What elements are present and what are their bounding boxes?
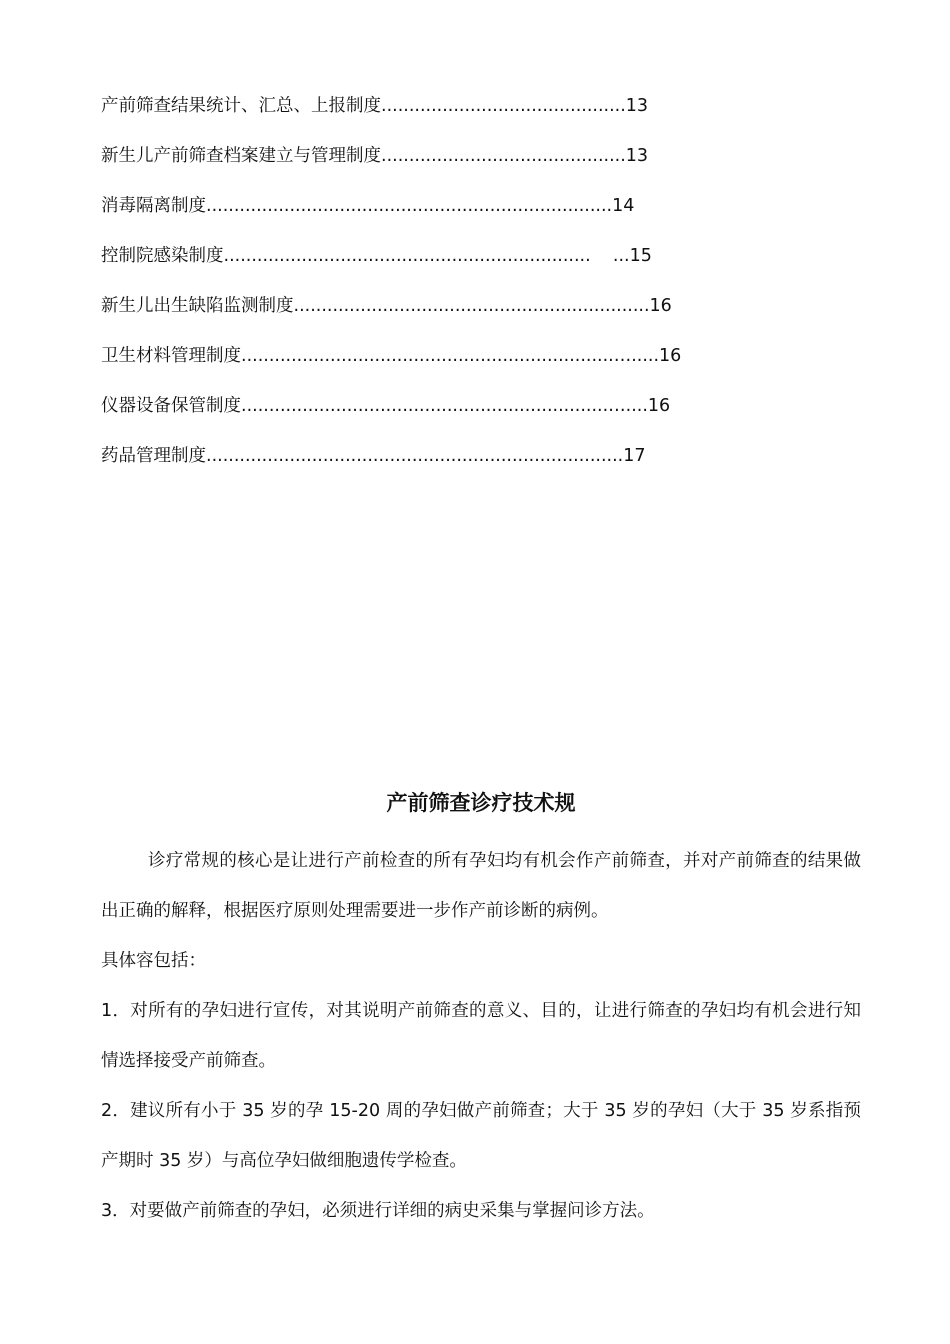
toc-entry-label: 新生儿出生缺陷监测制度 bbox=[101, 296, 294, 316]
toc-entry-page: 13 bbox=[625, 96, 649, 116]
body-paragraph: 3．对要做产前筛查的孕妇，必须进行详细的病史采集与掌握问诊方法。 bbox=[101, 1201, 655, 1221]
body-paragraph: 诊疗常规的核心是让进行产前检查的所有孕妇均有机会作产前筛查，并对产前筛查的结果做出正确的解释，根据医疗原则处理需要进一步作产前诊断的病例。 bbox=[101, 851, 861, 921]
toc-entry-label: 药品管理制度 bbox=[101, 446, 206, 466]
table-of-contents bbox=[101, 92, 741, 492]
toc-entry-label: 控制院感染制度 bbox=[101, 246, 224, 266]
toc-entry-label: 消毒隔离制度 bbox=[101, 196, 206, 216]
body-paragraph: 2．建议所有小于 35 岁的孕 15-20 周的孕妇做产前筛查；大于 35 岁的孕妇（大于 35 岁系指预产期时 35 岁）与高位孕妇做细胞遗传学检查。 bbox=[101, 1101, 861, 1171]
toc-entry-page: 16 bbox=[647, 396, 671, 416]
toc-entry[interactable] bbox=[101, 242, 741, 292]
toc-entry-dots: ........................................................................... bbox=[206, 446, 624, 466]
toc-entry-dots: .................................................................. ... bbox=[223, 246, 630, 266]
toc-entry-label: 仪器设备保管制度 bbox=[101, 396, 241, 416]
toc-entry-page: 15 bbox=[629, 246, 652, 266]
toc-entry-dots: ............................................ bbox=[381, 96, 626, 116]
document-title: 产前筛查诊疗技术规 bbox=[386, 791, 576, 815]
body-paragraph: 具体容包括： bbox=[101, 951, 206, 971]
toc-entry-page: 16 bbox=[659, 346, 682, 366]
body-paragraph: 1．对所有的孕妇进行宣传，对其说明产前筛查的意义、目的，让进行筛查的孕妇均有机会进行知情选择接受产前筛查。 bbox=[101, 1001, 861, 1071]
toc-entry-label: 产前筛查结果统计、汇总、上报制度 bbox=[101, 96, 381, 116]
toc-entry-label: 新生儿产前筛查档案建立与管理制度 bbox=[101, 146, 381, 166]
toc-entry[interactable] bbox=[101, 192, 741, 242]
toc-entry-page: 14 bbox=[612, 196, 635, 216]
toc-entry-dots: ............................................ bbox=[381, 146, 626, 166]
toc-entry-page: 17 bbox=[623, 446, 646, 466]
toc-entry-page: 13 bbox=[625, 146, 649, 166]
toc-entry[interactable] bbox=[101, 392, 741, 442]
toc-entry-dots: ..................................................................….... bbox=[241, 396, 648, 416]
toc-entry-dots: ...................................................................…..... bbox=[241, 346, 660, 366]
toc-entry-label: 卫生材料管理制度 bbox=[101, 346, 241, 366]
toc-entry-page: 16 bbox=[649, 296, 672, 316]
document-body bbox=[101, 836, 861, 1236]
toc-entry-dots: ................................................................ bbox=[293, 296, 650, 316]
toc-entry[interactable] bbox=[101, 92, 741, 142]
toc-entry[interactable] bbox=[101, 342, 741, 392]
toc-entry[interactable] bbox=[101, 142, 741, 192]
toc-entry[interactable] bbox=[101, 292, 741, 342]
toc-entry[interactable] bbox=[101, 442, 741, 492]
toc-entry-dots: ......................................................................... bbox=[206, 196, 613, 216]
